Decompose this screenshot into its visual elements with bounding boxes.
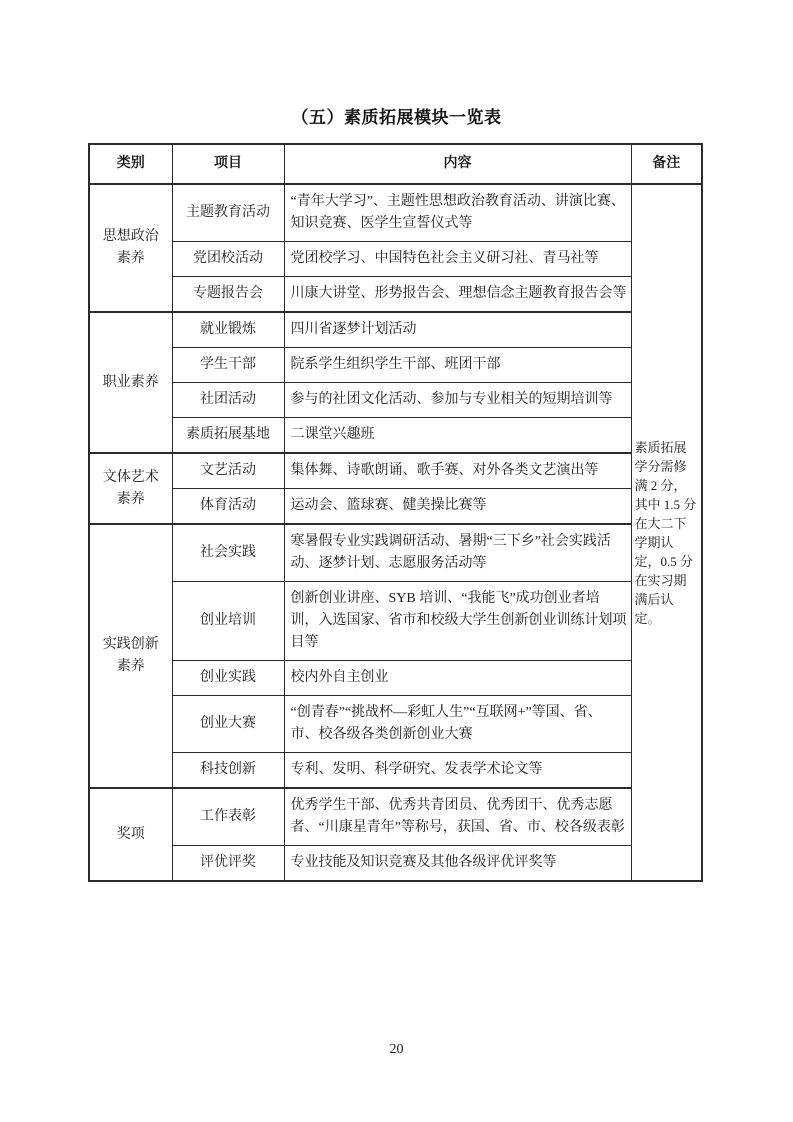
category-cell: 思想政治素养 (89, 184, 172, 312)
content-cell: 四川省逐梦计划活动 (284, 312, 631, 348)
project-cell: 专题报告会 (172, 277, 284, 313)
project-cell: 社会实践 (172, 524, 284, 582)
header-project: 项目 (172, 144, 284, 184)
project-cell: 素质拓展基地 (172, 418, 284, 454)
content-cell: 党团校学习、中国特色社会主义研习社、青马社等 (284, 242, 631, 277)
table-row (89, 453, 702, 489)
page-title: （五）素质拓展模块一览表 (291, 108, 502, 127)
project-cell: 创业实践 (172, 661, 284, 696)
table-row (89, 696, 702, 753)
content-cell: 校内外自主创业 (284, 661, 631, 696)
project-cell: 主题教育活动 (172, 184, 284, 242)
table-row (89, 418, 702, 454)
table-row (89, 661, 702, 696)
content-cell: 集体舞、诗歌朗诵、歌手赛、对外各类文艺演出等 (284, 453, 631, 489)
remark-period: 。 (647, 610, 661, 626)
content-cell: “创青春”“挑战杯—彩虹人生”“互联网+”等国、省、市、校各级各类创新创业大赛 (284, 696, 631, 753)
content-cell: 专业技能及知识竞赛及其他各级评优评奖等 (284, 846, 631, 882)
content-cell: 川康大讲堂、形势报告会、理想信念主题教育报告会等 (284, 277, 631, 313)
table-row (89, 846, 702, 882)
project-cell: 就业锻炼 (172, 312, 284, 348)
content-cell: 院系学生组织学生干部、班团干部 (284, 348, 631, 383)
table-row (89, 524, 702, 582)
project-cell: 创业培训 (172, 582, 284, 661)
quality-development-table (88, 143, 703, 882)
table-row (89, 788, 702, 846)
project-cell: 评优评奖 (172, 846, 284, 882)
content-cell: 寒暑假专业实践调研活动、暑期“三下乡”社会实践活动、逐梦计划、志愿服务活动等 (284, 524, 631, 582)
project-cell: 体育活动 (172, 489, 284, 525)
project-cell: 党团校活动 (172, 242, 284, 277)
table-header-row (89, 144, 702, 184)
header-content: 内容 (284, 144, 631, 184)
project-cell: 学生干部 (172, 348, 284, 383)
project-cell: 创业大赛 (172, 696, 284, 753)
remark-text: 素质拓展学分需修满 2 分，其中 1.5 分在大二下学期认定，0.5 分在实习期满后认定 (634, 439, 697, 626)
table-row (89, 753, 702, 789)
header-remark: 备注 (631, 144, 702, 184)
category-cell: 职业素养 (89, 312, 172, 453)
table-row (89, 489, 702, 525)
project-cell: 工作表彰 (172, 788, 284, 846)
project-cell: 文艺活动 (172, 453, 284, 489)
content-cell: “青年大学习”、主题性思想政治教育活动、讲演比赛、知识竞赛、医学生宣誓仪式等 (284, 184, 631, 242)
table-row (89, 348, 702, 383)
header-category: 类别 (89, 144, 172, 184)
content-cell: 专利、发明、科学研究、发表学术论文等 (284, 753, 631, 789)
content-cell: 二课堂兴趣班 (284, 418, 631, 454)
page-number: 20 (389, 1042, 404, 1057)
category-cell: 实践创新素养 (89, 524, 172, 788)
content-cell: 优秀学生干部、优秀共青团员、优秀团干、优秀志愿者、“川康星青年”等称号，获国、省、市、校各级表彰 (284, 788, 631, 846)
category-cell: 文体艺术素养 (89, 453, 172, 524)
table-row (89, 383, 702, 418)
table-body (89, 184, 702, 881)
table-row (89, 242, 702, 277)
table-row (89, 312, 702, 348)
table-row (89, 582, 702, 661)
table-row (89, 184, 702, 242)
category-cell: 奖项 (89, 788, 172, 881)
table-row (89, 277, 702, 313)
project-cell: 社团活动 (172, 383, 284, 418)
content-cell: 创新创业讲座、SYB 培训、“我能飞”成功创业者培训，入选国家、省市和校级大学生创新创业训练计划项目等 (284, 582, 631, 661)
project-cell: 科技创新 (172, 753, 284, 789)
remark-cell (631, 184, 702, 881)
content-cell: 参与的社团文化活动、参加与专业相关的短期培训等 (284, 383, 631, 418)
content-cell: 运动会、篮球赛、健美操比赛等 (284, 489, 631, 525)
